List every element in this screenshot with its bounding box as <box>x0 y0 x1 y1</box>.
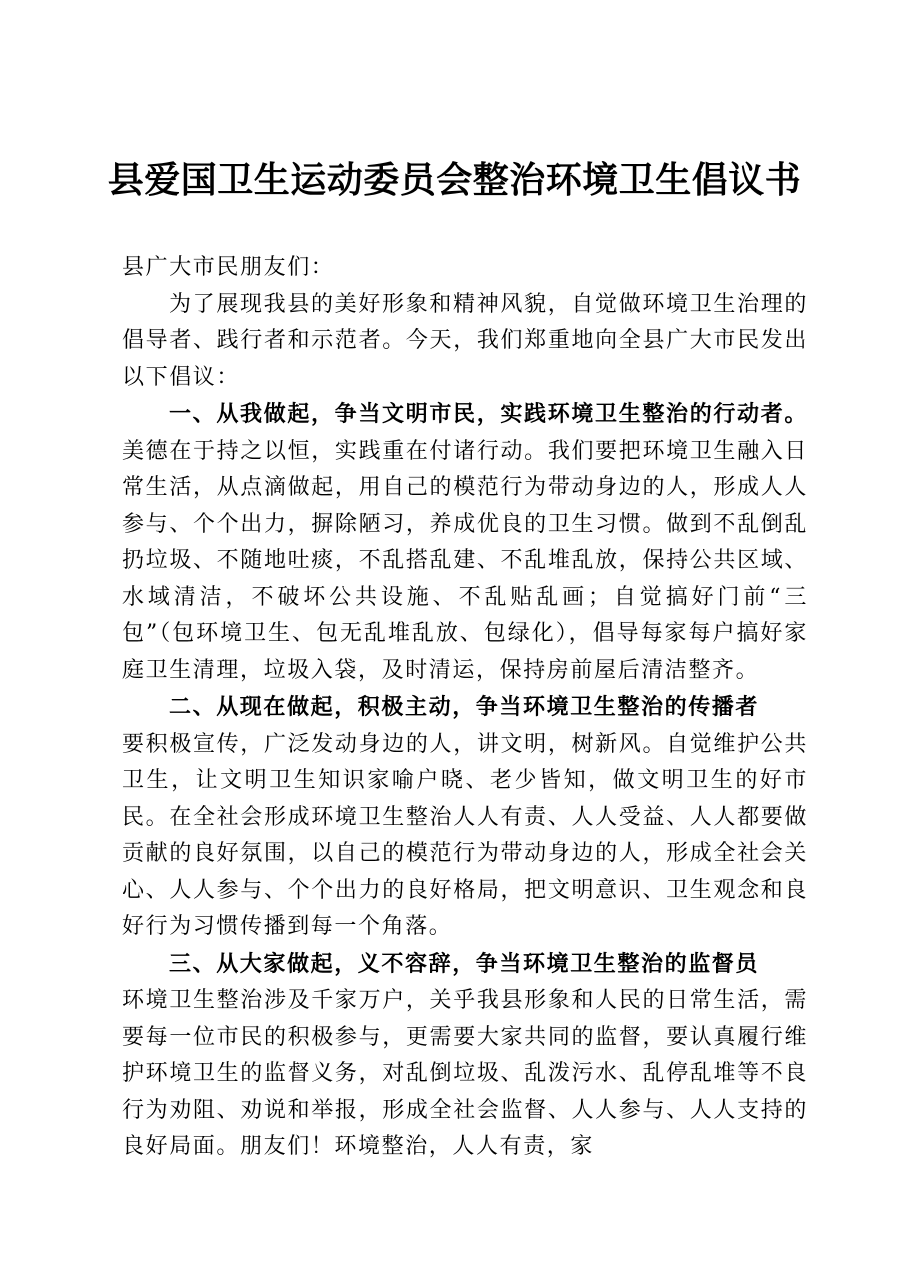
section-body-3: 环境卫生整治涉及千家万户，关乎我县形象和人民的日常生活，需要每一位市民的积极参与，更需要大家共同的监督，要认真履行维护环境卫生的监督义务，对乱倒垃圾、乱泼污水、乱停乱堆等不良行为劝阻、劝说和举报，形成全社会监督、人人参与、人人支持的良好局面。朋友们！环境整治，人人有责，家 <box>122 988 808 1159</box>
section-heading-paragraph-3 <box>122 946 808 984</box>
section-body-1: 美德在于持之以恒，实践重在付诸行动。我们要把环境卫生融入日常生活，从点滴做起，用自己的模范行为带动身边的人，形成人人参与、个个出力，摒除陋习，养成优良的卫生习惯。做到不乱倒乱扔垃圾、不随地吐痰，不乱搭乱建、不乱堆乱放，保持公共区域、水域清洁，不破坏公共设施、不乱贴乱画；自觉搞好门前“三包”（包环境卫生、包无乱堆乱放、包绿化），倡导每家每户搞好家庭卫生清理，垃圾入袋，及时清运，保持房前屋后清洁整齐。 <box>122 438 808 683</box>
section-paragraph-1 <box>122 396 808 689</box>
document-title: 县爱国卫生运动委员会整治环境卫生倡议书 <box>107 159 802 201</box>
section-heading-1: 一、从我做起，争当文明市民，实践环境卫生整治的行动者。 <box>169 401 808 427</box>
salutation: 县广大市民朋友们： <box>122 255 335 280</box>
section-heading-2: 二、从现在做起，积极主动，争当环境卫生整治的传播者 <box>169 694 760 720</box>
section-heading-3: 三、从大家做起，义不容辞，争当环境卫生整治的监督员 <box>169 950 760 977</box>
intro-paragraph: 为了展现我县的美好形象和精神风貌，自觉做环境卫生治理的倡导者、践行者和示范者。今天，我们郑重地向全县广大市民发出以下倡议： <box>122 291 808 390</box>
section-body-2: 要积极宣传，广泛发动身边的人，讲文明，树新风。自觉维护公共卫生，让文明卫生知识家喻户晓、老少皆知，做文明卫生的好市民。在全社会形成环境卫生整治人人有责、人人受益、人人都要做贡献的良好氛围，以自己的模范行为带动身边的人，形成全社会关心、人人参与、个个出力的良好格局，把文明意识、卫生观念和良好行为习惯传播到每一个角落。 <box>122 731 808 939</box>
document-body <box>122 250 808 1166</box>
section-heading-paragraph-2 <box>122 689 808 727</box>
